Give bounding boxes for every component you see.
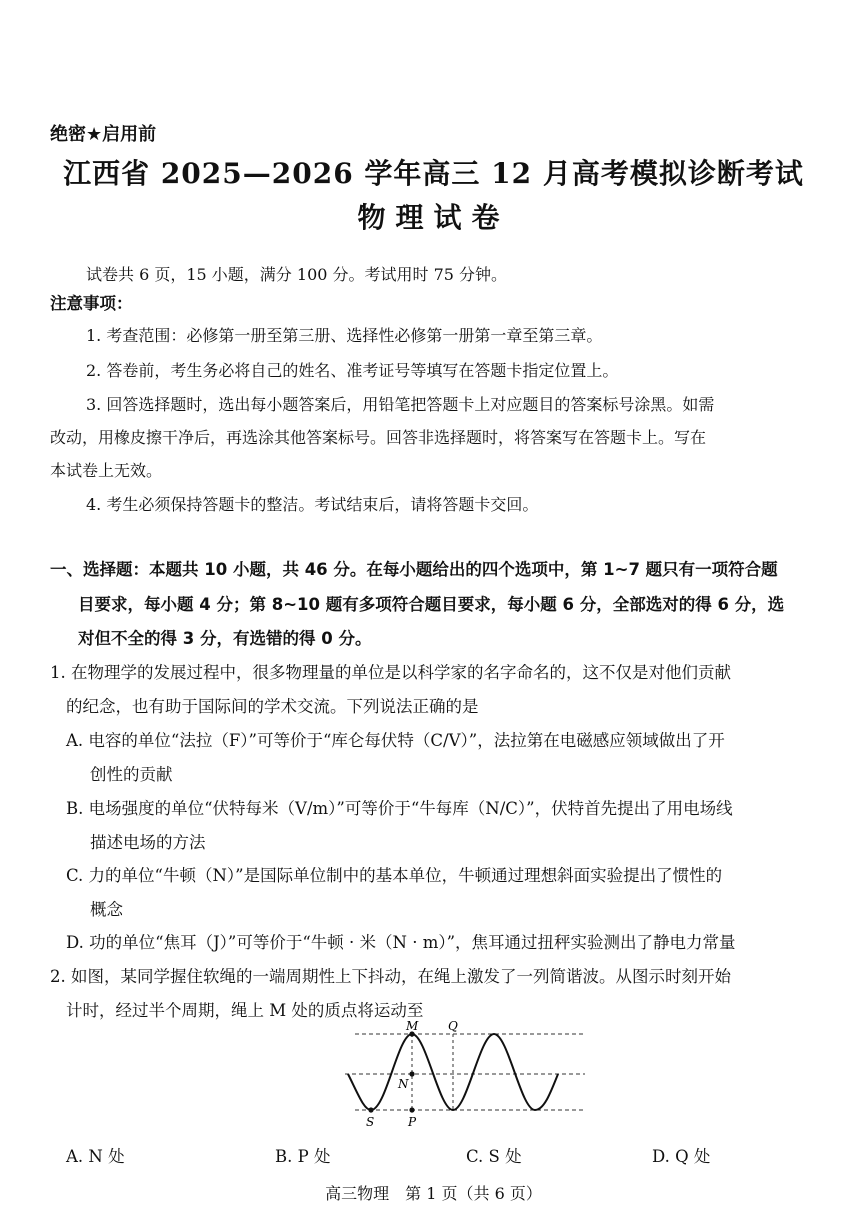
exam-info: 试卷共 6 页，15 小题，满分 100 分。考试用时 75 分钟。 [86,265,508,284]
label-s: S [366,1115,375,1129]
question-1-option-a: A. 电容的单位“法拉（F）”可等价于“库仑每伏特（C/V）”，法拉第在电磁感应领域做出了开 [66,731,725,750]
label-p: P [408,1115,417,1129]
question-2-stem: 2. 如图，某同学握住软绳的一端周期性上下抖动，在绳上激发了一列简谐波。从图示时刻开始 [50,967,731,986]
exam-title: 江西省 2025—2026 学年高三 12 月高考模拟诊断考试 [63,157,804,190]
question-1-option-c: C. 力的单位“牛顿（N）”是国际单位制中的基本单位，牛顿通过理想斜面实验提出了惯性的 [66,866,723,885]
point-s [368,1107,373,1112]
section-heading: 目要求，每小题 4 分；第 8~10 题有多项符合题目要求，每小题 6 分，全部选对的得 6 分，选 [78,595,785,614]
wave-diagram [330,1018,590,1130]
question-1-option-b: 描述电场的方法 [90,833,206,852]
question-1-option-c: 概念 [90,900,123,919]
section-heading: 一、选择题：本题共 10 小题，共 46 分。在每小题给出的四个选项中，第 1~7 题只有一项符合题 [50,560,778,579]
note-item: 2. 答卷前，考生务必将自己的姓名、准考证号等填写在答题卡指定位置上。 [86,361,619,380]
label-n: N [398,1077,409,1091]
exam-subtitle: 物理试卷 [357,201,510,234]
note-item: 本试卷上无效。 [50,461,163,480]
question-1-option-a: 创性的贡献 [90,765,173,784]
question-1-option-b: B. 电场强度的单位“伏特每米（V/m）”可等价于“牛每库（N/C）”，伏特首先提出了用电场线 [66,799,733,818]
question-1-option-d: D. 功的单位“焦耳（J）”可等价于“牛顿 · 米（N · m）”，焦耳通过扭秤实验测出了静电力常量 [66,933,736,952]
question-1-stem: 的纪念，也有助于国际间的学术交流。下列说法正确的是 [66,697,479,716]
note-item: 4. 考生必须保持答题卡的整洁。考试结束后，请将答题卡交回。 [86,495,539,514]
question-2-option-c: C. S 处 [466,1147,522,1166]
label-q: Q [448,1019,458,1033]
confidential-label: 绝密★启用前 [50,124,157,145]
question-2-option-a: A. N 处 [66,1147,125,1166]
point-n [409,1071,414,1076]
notes-heading: 注意事项： [50,294,133,313]
question-2-option-d: D. Q 处 [652,1147,711,1166]
question-1-stem: 1. 在物理学的发展过程中，很多物理量的单位是以科学家的名字命名的，这不仅是对他们贡献 [50,663,731,682]
question-2-option-b: B. P 处 [275,1147,331,1166]
note-item: 1. 考查范围：必修第一册至第三册、选择性必修第一册第一章至第三章。 [86,326,603,345]
page-footer: 高三物理 第 1 页（共 6 页） [325,1184,542,1203]
note-item: 3. 回答选择题时，选出每小题答案后，用铅笔把答题卡上对应题目的答案标号涂黑。如需 [86,395,715,414]
section-heading: 对但不全的得 3 分，有选错的得 0 分。 [78,629,372,648]
label-m: M [406,1019,419,1033]
note-item: 改动，用橡皮擦干净后，再选涂其他答案标号。回答非选择题时，将答案写在答题卡上。写在 [50,428,707,447]
point-p [409,1107,414,1112]
question-2-stem: 计时，经过半个周期，绳上 M 处的质点将运动至 [66,1001,424,1020]
